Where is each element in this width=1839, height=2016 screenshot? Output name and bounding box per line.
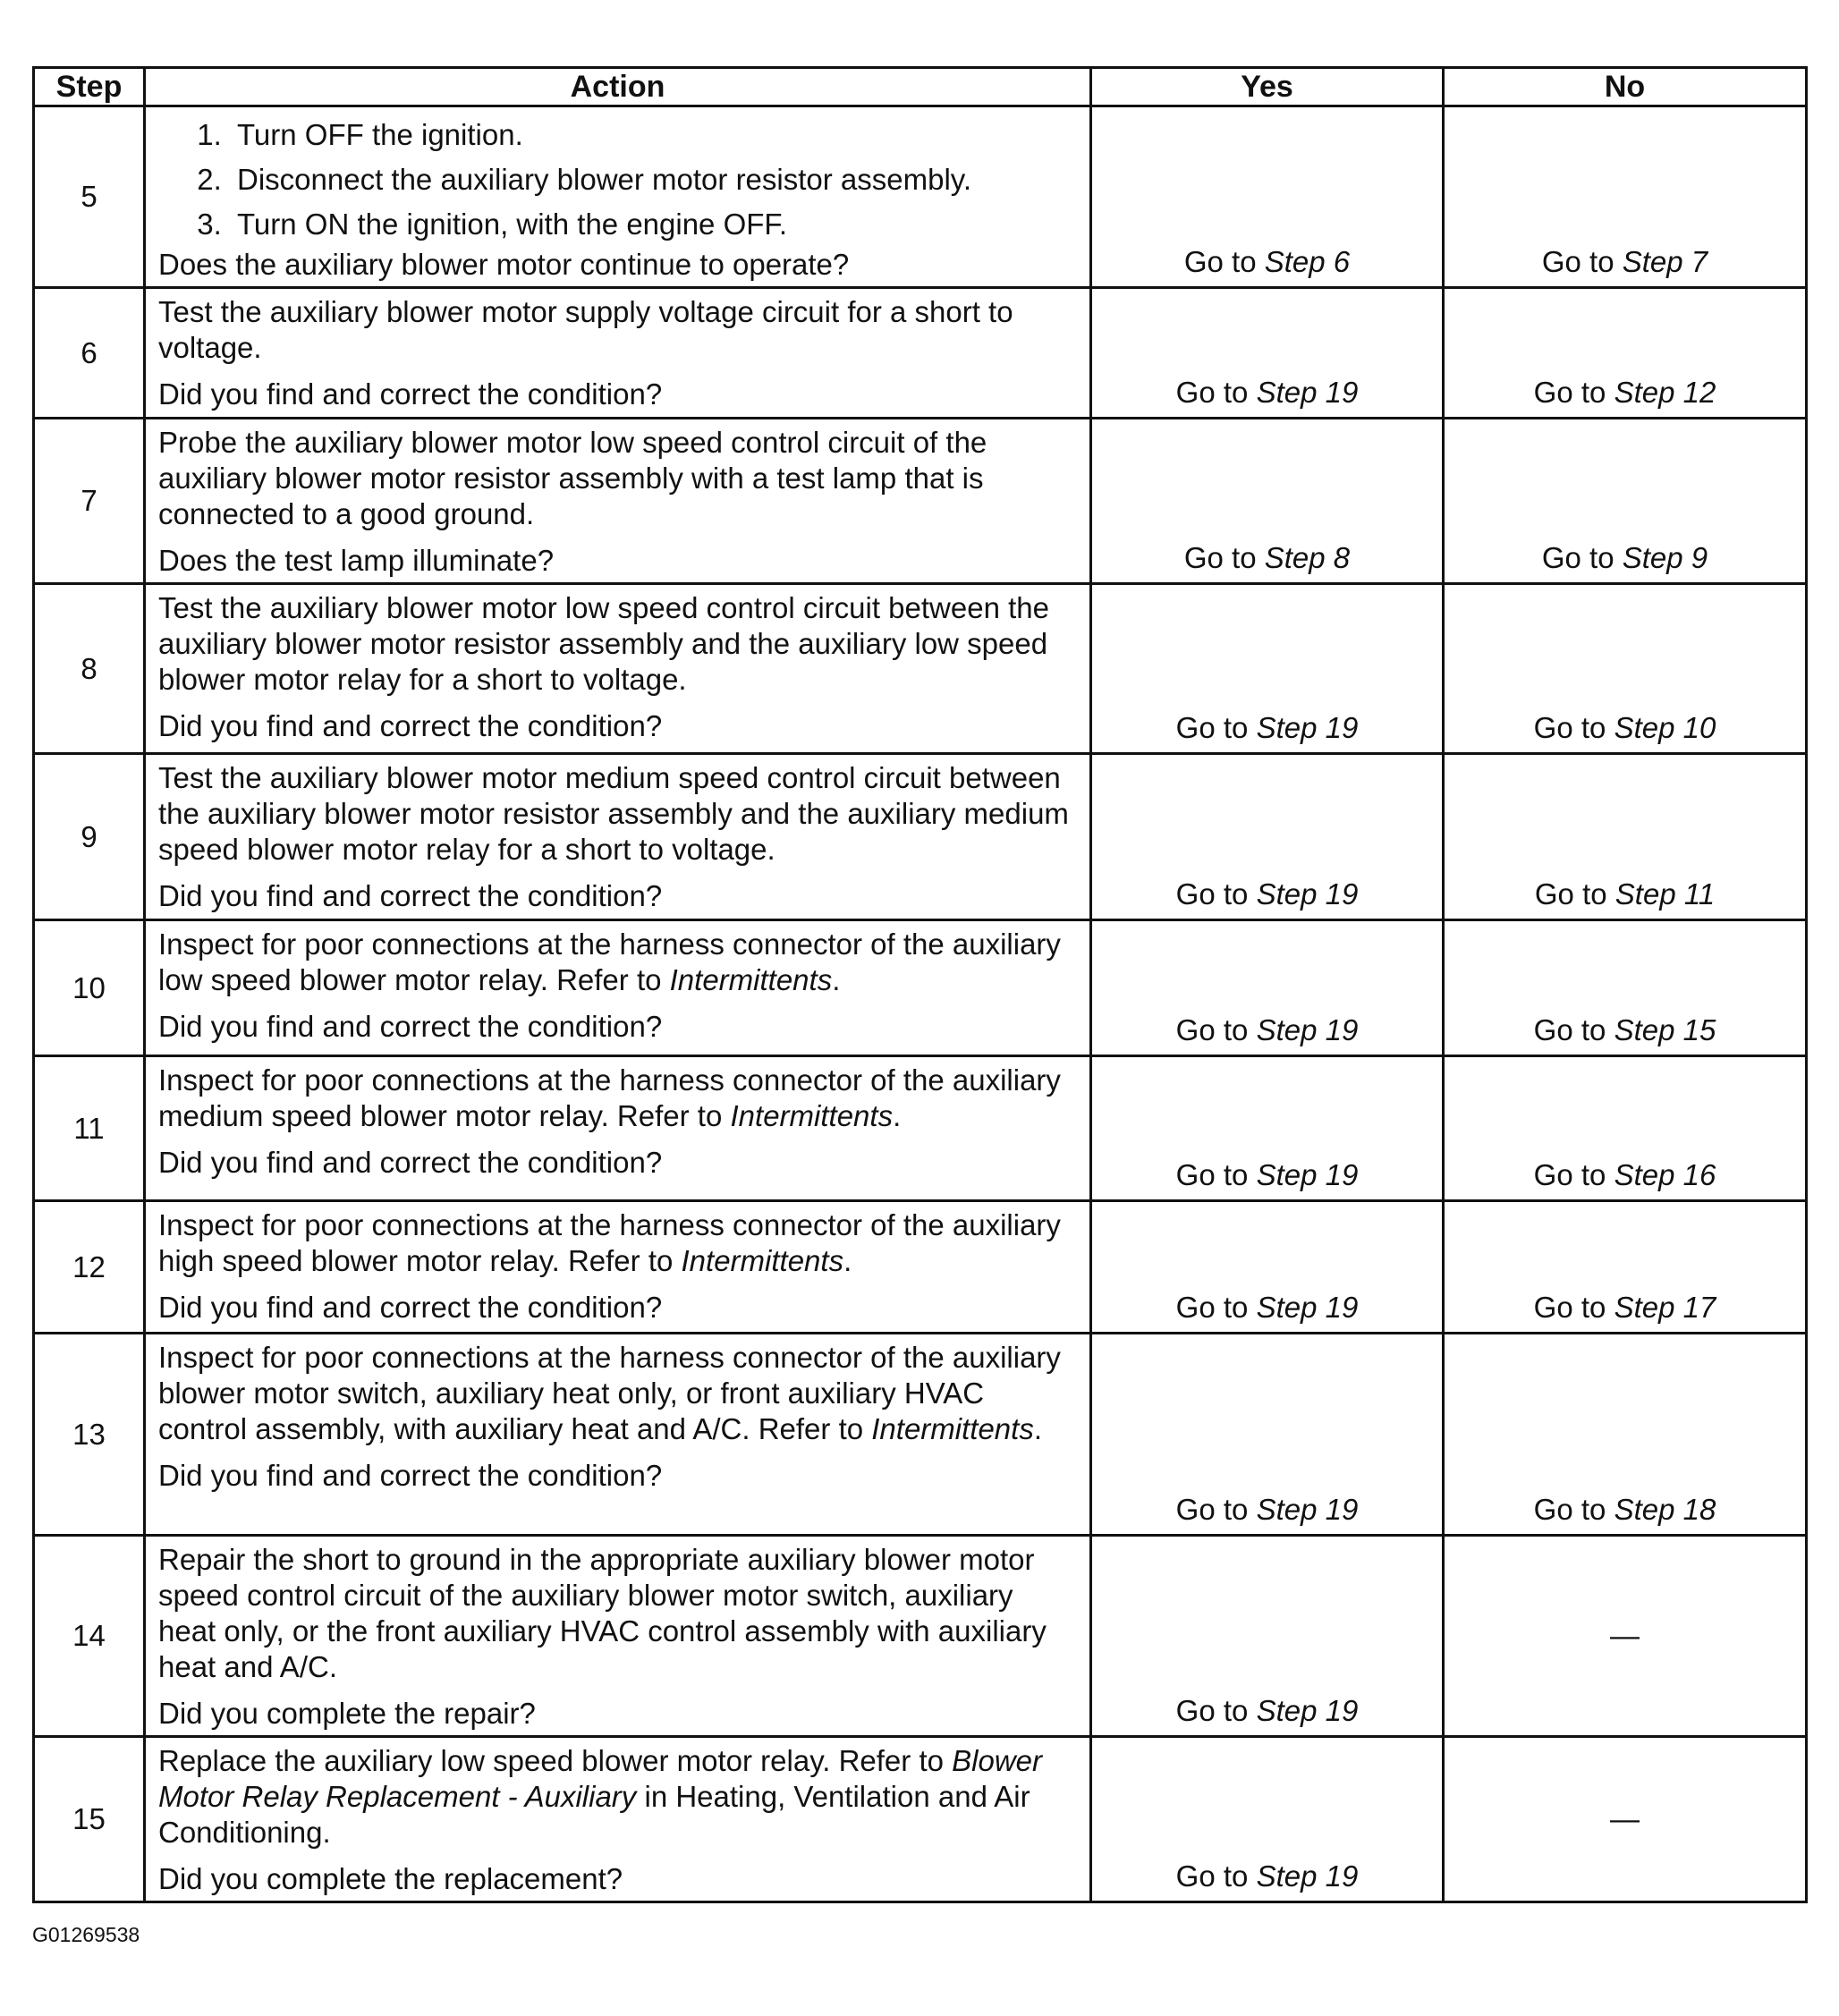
yes-step-link: Step 19	[1256, 1694, 1359, 1727]
header-step: Step	[34, 68, 145, 106]
substep: 3. Turn ON the ignition, with the engine OFF.	[230, 202, 1077, 247]
yes-cell	[1091, 419, 1444, 584]
action-question: Did you find and correct the condition?	[158, 1010, 663, 1043]
yes-step-link: Step 19	[1256, 877, 1359, 911]
table-row	[34, 1737, 1807, 1902]
no-cell	[1444, 1201, 1807, 1334]
table-row	[34, 754, 1807, 920]
action-question: Did you find and correct the condition?	[158, 377, 663, 411]
table-row	[34, 1334, 1807, 1536]
substep: 2. Disconnect the auxiliary blower motor resistor assembly.	[230, 157, 1077, 202]
yes-prefix: Go to	[1175, 877, 1257, 911]
action-text-main: Replace the auxiliary low speed blower motor relay. Refer to	[158, 1744, 953, 1777]
step-number: 5	[34, 106, 145, 288]
action-question: Did you find and correct the condition?	[158, 1146, 663, 1179]
no-prefix: Go to	[1541, 541, 1623, 574]
no-cell	[1444, 1536, 1807, 1737]
no-prefix: Go to	[1534, 877, 1615, 911]
yes-prefix: Go to	[1175, 1158, 1257, 1191]
step-number: 7	[34, 419, 145, 584]
yes-prefix: Go to	[1175, 1493, 1257, 1526]
yes-cell	[1091, 754, 1444, 920]
reference-link: Intermittents	[871, 1412, 1034, 1445]
action-text-after: .	[843, 1244, 852, 1277]
yes-prefix: Go to	[1175, 1013, 1257, 1046]
yes-prefix: Go to	[1175, 711, 1257, 744]
table-row	[34, 1201, 1807, 1334]
action-cell	[145, 288, 1091, 419]
table-row	[34, 584, 1807, 754]
no-cell	[1444, 288, 1807, 419]
yes-step-link: Step 19	[1256, 1291, 1359, 1324]
diagnostic-table	[32, 66, 1808, 1903]
no-cell	[1444, 754, 1807, 920]
yes-cell	[1091, 1536, 1444, 1737]
header-action: Action	[145, 68, 1091, 106]
yes-cell	[1091, 1056, 1444, 1201]
reference-link: Intermittents	[730, 1099, 894, 1132]
action-text-after: .	[1033, 1412, 1043, 1445]
yes-prefix: Go to	[1183, 541, 1265, 574]
action-cell	[145, 920, 1091, 1056]
action-cell	[145, 1334, 1091, 1536]
figure-id: G01269538	[32, 1923, 140, 1946]
action-text: Probe the auxiliary blower motor low speed control circuit of the auxiliary blower motor resistor assembly with a test lamp that is connected to a good ground.	[158, 426, 987, 530]
step-number: 14	[34, 1536, 145, 1737]
step-number: 12	[34, 1201, 145, 1334]
yes-cell	[1091, 1201, 1444, 1334]
action-text	[158, 1743, 1077, 1851]
step-number: 9	[34, 754, 145, 920]
action-text-after: .	[893, 1099, 902, 1132]
reference-link: Intermittents	[669, 963, 833, 996]
no-cell	[1444, 1056, 1807, 1201]
action-cell	[145, 1056, 1091, 1201]
reference-link: Intermittents	[681, 1244, 844, 1277]
yes-prefix: Go to	[1183, 245, 1265, 278]
action-question: Did you find and correct the condition?	[158, 879, 663, 912]
yes-step-link: Step 19	[1256, 376, 1359, 409]
action-text-main: Inspect for poor connections at the harness connector of the auxiliary high speed blower motor relay. Refer to	[158, 1208, 1061, 1277]
action-cell	[145, 419, 1091, 584]
no-step-link: Step 16	[1614, 1158, 1716, 1191]
no-prefix: Go to	[1533, 1493, 1614, 1526]
no-cell	[1444, 419, 1807, 584]
no-step-link: Step 12	[1614, 376, 1716, 409]
step-number: 11	[34, 1056, 145, 1201]
step-number: 10	[34, 920, 145, 1056]
yes-cell	[1091, 920, 1444, 1056]
no-cell	[1444, 106, 1807, 288]
action-text-after: .	[832, 963, 841, 996]
step-number: 15	[34, 1737, 145, 1902]
no-dash: —	[1610, 1802, 1640, 1835]
no-prefix: Go to	[1533, 376, 1614, 409]
table-row	[34, 1536, 1807, 1737]
yes-prefix: Go to	[1175, 376, 1257, 409]
no-cell	[1444, 584, 1807, 754]
action-text-main: Inspect for poor connections at the harness connector of the auxiliary blower motor switch, auxiliary heat only, or front auxiliary HVAC control assembly, with auxiliary heat and A/C. Refer to	[158, 1341, 1061, 1445]
action-text-main: Inspect for poor connections at the harness connector of the auxiliary medium speed blower motor relay. Refer to	[158, 1063, 1061, 1132]
no-prefix: Go to	[1533, 1291, 1614, 1324]
action-text: Test the auxiliary blower motor medium speed control circuit between the auxiliary blower motor resistor assembly and the auxiliary medium speed blower motor relay for a short to voltage.	[158, 761, 1069, 866]
yes-step-link: Step 19	[1256, 1493, 1359, 1526]
step-number: 6	[34, 288, 145, 419]
yes-prefix: Go to	[1175, 1859, 1257, 1893]
action-text	[158, 1207, 1077, 1279]
yes-step-link: Step 19	[1256, 1158, 1359, 1191]
yes-step-link: Step 19	[1256, 1013, 1359, 1046]
action-cell	[145, 1737, 1091, 1902]
table-row	[34, 920, 1807, 1056]
action-question: Did you complete the replacement?	[158, 1862, 623, 1895]
header-row	[34, 68, 1807, 106]
reference-link: Blower Motor Relay Replacement - Auxiliary	[158, 1744, 1043, 1813]
action-text	[158, 1063, 1077, 1134]
action-question: Did you find and correct the condition?	[158, 709, 663, 742]
substep: 1. Turn OFF the ignition.	[230, 113, 1077, 157]
action-text: Test the auxiliary blower motor supply voltage circuit for a short to voltage.	[158, 295, 1013, 364]
yes-step-link: Step 6	[1264, 245, 1351, 278]
action-cell	[145, 1536, 1091, 1737]
action-question: Did you complete the repair?	[158, 1697, 536, 1730]
table-row	[34, 419, 1807, 584]
action-text-main: Inspect for poor connections at the harness connector of the auxiliary low speed blower motor relay. Refer to	[158, 928, 1061, 996]
action-question: Did you find and correct the condition?	[158, 1291, 663, 1324]
action-text	[158, 927, 1077, 998]
action-cell	[145, 754, 1091, 920]
table-row	[34, 288, 1807, 419]
no-step-link: Step 10	[1614, 711, 1716, 744]
yes-cell	[1091, 288, 1444, 419]
substep-list	[158, 113, 1077, 247]
yes-step-link: Step 19	[1256, 711, 1359, 744]
table-row	[34, 106, 1807, 288]
table-row	[34, 1056, 1807, 1201]
yes-cell	[1091, 106, 1444, 288]
header-no: No	[1444, 68, 1807, 106]
no-prefix: Go to	[1533, 1013, 1614, 1046]
no-step-link: Step 15	[1614, 1013, 1716, 1046]
no-cell	[1444, 1334, 1807, 1536]
no-cell	[1444, 920, 1807, 1056]
yes-cell	[1091, 584, 1444, 754]
yes-prefix: Go to	[1175, 1291, 1257, 1324]
action-question: Did you find and correct the condition?	[158, 1459, 663, 1492]
header-yes: Yes	[1091, 68, 1444, 106]
no-step-link: Step 7	[1622, 245, 1708, 278]
yes-prefix: Go to	[1175, 1694, 1257, 1727]
action-question: Does the test lamp illuminate?	[158, 544, 555, 577]
yes-step-link: Step 8	[1264, 541, 1351, 574]
step-number: 13	[34, 1334, 145, 1536]
no-step-link: Step 17	[1614, 1291, 1716, 1324]
yes-step-link: Step 19	[1256, 1859, 1359, 1893]
action-cell	[145, 106, 1091, 288]
yes-cell	[1091, 1334, 1444, 1536]
action-text	[158, 1340, 1077, 1447]
action-cell	[145, 1201, 1091, 1334]
no-dash: —	[1610, 1619, 1640, 1652]
no-prefix: Go to	[1541, 245, 1623, 278]
no-step-link: Step 11	[1614, 877, 1716, 911]
no-cell	[1444, 1737, 1807, 1902]
action-text: Repair the short to ground in the appropriate auxiliary blower motor speed control circuit of the auxiliary blower motor switch, auxiliary heat only, or the front auxiliary HVAC control assembly with auxiliary heat and A/C.	[158, 1543, 1047, 1683]
no-step-link: Step 9	[1622, 541, 1708, 574]
no-prefix: Go to	[1533, 1158, 1614, 1191]
action-text-after: in Heating, Ventilation and Air Conditioning.	[158, 1780, 1030, 1849]
action-text: Test the auxiliary blower motor low speed control circuit between the auxiliary blower motor resistor assembly and the auxiliary low speed blower motor relay for a short to voltage.	[158, 591, 1049, 696]
no-step-link: Step 18	[1614, 1493, 1716, 1526]
yes-cell	[1091, 1737, 1444, 1902]
step-number: 8	[34, 584, 145, 754]
action-cell	[145, 584, 1091, 754]
action-question: Does the auxiliary blower motor continue to operate?	[158, 248, 850, 281]
no-prefix: Go to	[1533, 711, 1614, 744]
